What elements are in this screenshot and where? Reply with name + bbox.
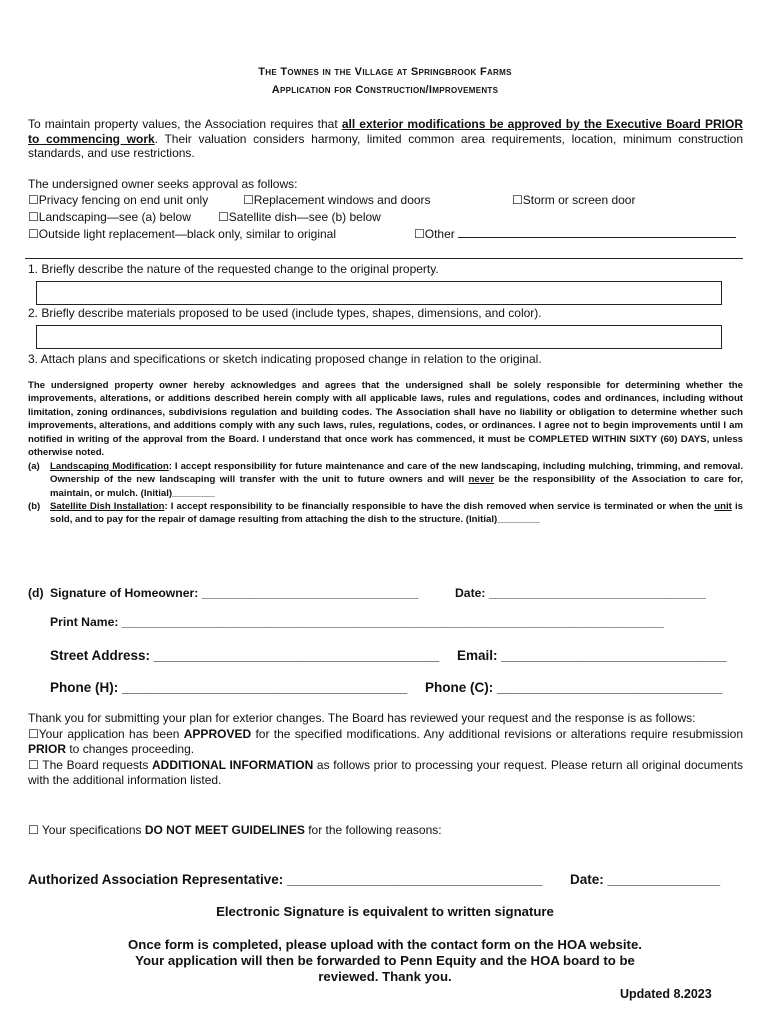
homeowner-signature-field[interactable]: Signature of Homeowner: ________________________________ xyxy=(50,586,419,600)
response-lead: Thank you for submitting your plan for exterior changes. The Board has reviewed your request and the response is as follows: xyxy=(28,711,696,725)
question-2: 2. Briefly describe materials proposed to be used (include types, shapes, dimensions, and color). xyxy=(28,306,542,320)
approval-lead: The undersigned owner seeks approval as follows: xyxy=(28,177,298,191)
option-replacement-windows[interactable]: ☐Replacement windows and doors xyxy=(243,193,431,207)
clause-b-label: (b) xyxy=(28,501,41,512)
street-address-field[interactable]: Street Address: ______________________________________ xyxy=(50,648,440,663)
response-additional-info: ☐ The Board requests ADDITIONAL INFORMATION as follows prior to processing your request. Please return all original documents with the additional information listed. xyxy=(28,758,744,787)
representative-date-field[interactable]: Date: _______________ xyxy=(570,872,721,887)
checkbox-icon[interactable]: ☐ xyxy=(28,823,39,837)
email-field[interactable]: Email: ______________________________ xyxy=(457,648,727,663)
checkbox-icon[interactable]: ☐ xyxy=(28,193,39,207)
question-1: 1. Briefly describe the nature of the requested change to the original property. xyxy=(28,262,439,276)
intro-paragraph: To maintain property values, the Association requires that all exterior modifications be approved by the Executive Board PRIOR to commencing work. Their valuation considers harmony, limited common area requirements, location, minimum construction standards, and use restrictions. xyxy=(28,117,744,160)
option-other[interactable]: ☐Other xyxy=(414,227,736,241)
checkbox-icon[interactable]: ☐ xyxy=(218,210,229,224)
form-title-line2: Application for Construction/Improvements xyxy=(271,84,499,96)
option-storm-door[interactable]: ☐Storm or screen door xyxy=(512,193,636,207)
checkbox-icon[interactable]: ☐ xyxy=(28,727,39,741)
upload-instruction-line2: Your application will then be forwarded to Penn Equity and the HOA board to be xyxy=(135,953,635,968)
option-landscaping[interactable]: ☐Landscaping—see (a) below xyxy=(28,210,191,224)
representative-signature-field[interactable]: Authorized Association Representative: __________________________________ xyxy=(28,872,543,887)
option-satellite-dish[interactable]: ☐Satellite dish—see (b) below xyxy=(218,210,381,224)
response-does-not-meet: ☐ Your specifications DO NOT MEET GUIDELINES for the following reasons: xyxy=(28,823,442,837)
form-title-line1: The Townes in the Village at Springbrook Farms xyxy=(258,66,512,78)
checkbox-icon[interactable]: ☐ xyxy=(512,193,523,207)
clause-a-label: (a) xyxy=(28,461,40,472)
upload-instruction-line3: reviewed. Thank you. xyxy=(318,969,452,984)
phone-cell-field[interactable]: Phone (C): ______________________________ xyxy=(425,680,723,695)
checkbox-icon[interactable]: ☐ xyxy=(243,193,254,207)
checkbox-icon[interactable]: ☐ xyxy=(28,758,39,772)
intro-emphasis: all exterior modifications be approved by the Executive Board PRIOR to commencing work xyxy=(28,117,744,146)
question-2-answer-box[interactable] xyxy=(36,325,722,349)
checkbox-icon[interactable]: ☐ xyxy=(28,210,39,224)
response-approved: ☐Your application has been APPROVED for the specified modifications. Any additional revisions or alterations require resubmission PRIOR to changes proceeding. xyxy=(28,727,743,756)
checkbox-icon[interactable]: ☐ xyxy=(414,227,425,241)
upload-instruction-line1: Once form is completed, please upload with the contact form on the HOA website. xyxy=(128,937,642,952)
section-d-label: (d) xyxy=(28,586,44,600)
homeowner-date-field[interactable]: Date: ________________________________ xyxy=(455,586,706,600)
other-line[interactable] xyxy=(458,237,736,238)
question-1-answer-box[interactable] xyxy=(36,281,722,305)
question-3: 3. Attach plans and specifications or sketch indicating proposed change in relation to the original. xyxy=(28,352,542,366)
option-privacy-fencing[interactable]: ☐Privacy fencing on end unit only xyxy=(28,193,209,207)
updated-date: Updated 8.2023 xyxy=(620,987,712,1001)
checkbox-icon[interactable]: ☐ xyxy=(28,227,39,241)
print-name-field[interactable]: Print Name: ________________________________________________________________________________ xyxy=(50,615,665,629)
option-outside-light[interactable]: ☐Outside light replacement—black only, similar to original xyxy=(28,227,337,241)
section-divider xyxy=(25,258,743,259)
electronic-signature-note: Electronic Signature is equivalent to written signature xyxy=(216,904,554,919)
clause-a-landscaping: Landscaping Modification: I accept responsibility for future maintenance and care of the new landscaping, including mulching, trimming, and removal. Ownership of the new landscaping will transfer with the unit to future owners and will never be the responsibility of the Association to care for, maintain, or mulch. (Initial)________ xyxy=(50,461,744,499)
clause-b-satellite: Satellite Dish Installation: I accept responsibility to be financially responsible to have the dish removed when service is terminated or when the unit is sold, and to pay for the repair of damage resulting from attaching the dish to the structure. (Initial)________ xyxy=(50,501,743,526)
phone-home-field[interactable]: Phone (H): ______________________________________ xyxy=(50,680,408,695)
liability-acknowledgement: The undersigned property owner hereby acknowledges and agrees that the undersigned shall be solely responsible for determining whether the improvements, alterations, or additions described herein comply with all applicable laws, rules and regulations, codes and ordinances, including without limitation, zoning ordinances, subdivisions regulation and building codes. The Association shall have no liability or obligation to determine whether such improvements, alterations, and additions comply with any such laws, rules, regulations, codes, or ordinances. I agree not to begin improvements until I am notified in writing of the approval from the Board. I understand that once work has commenced, it must be COMPLETED WITHIN SIXTY (60) DAYS, unless otherwise noted. xyxy=(28,380,743,459)
